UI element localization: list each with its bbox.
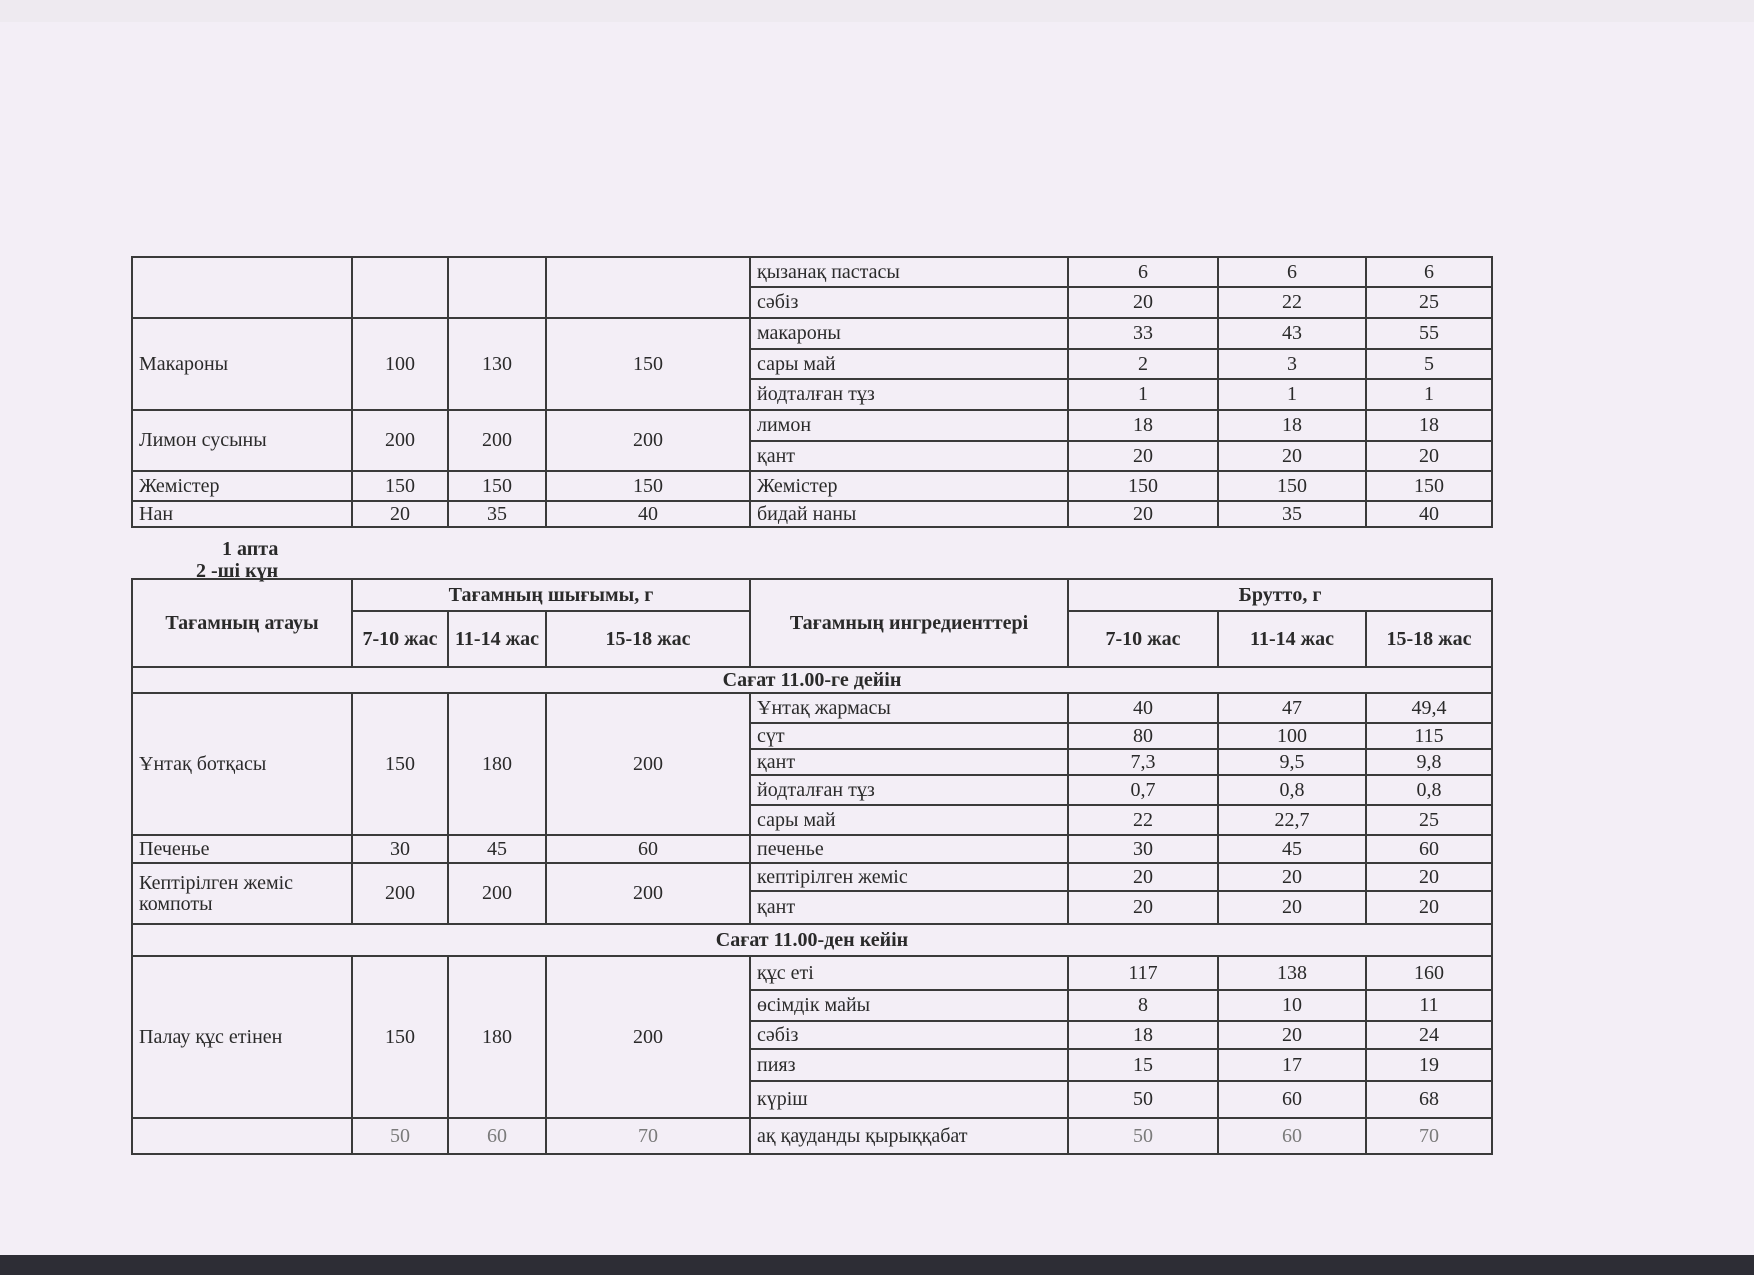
header-ingredients: Тағамның ингредиенттері (750, 579, 1068, 667)
brutto-cell: 150 (1218, 471, 1366, 501)
brutto-cell: 40 (1366, 501, 1492, 527)
scan-top-edge (0, 0, 1754, 22)
yield-cell: 50 (352, 1118, 448, 1154)
header-age-11-14: 11-14 жас (448, 611, 546, 667)
header-age-15-18: 15-18 жас (1366, 611, 1492, 667)
ingredient-cell: Жемістер (750, 471, 1068, 501)
brutto-cell: 18 (1366, 410, 1492, 441)
brutto-cell: 150 (1068, 471, 1218, 501)
brutto-cell: 0,8 (1366, 775, 1492, 805)
yield-cell: 200 (546, 863, 750, 924)
brutto-cell: 43 (1218, 318, 1366, 349)
brutto-cell: 68 (1366, 1081, 1492, 1118)
table-row (132, 501, 1492, 527)
yield-cell: 30 (352, 835, 448, 863)
brutto-cell: 6 (1068, 257, 1218, 287)
ingredient-cell: лимон (750, 410, 1068, 441)
yield-cell: 45 (448, 835, 546, 863)
yield-cell: 180 (448, 956, 546, 1118)
ingredient-cell: Ұнтақ жармасы (750, 693, 1068, 723)
ingredient-cell: қант (750, 441, 1068, 471)
yield-cell: 150 (352, 693, 448, 835)
brutto-cell: 20 (1068, 863, 1218, 891)
brutto-cell: 33 (1068, 318, 1218, 349)
table-row (132, 1118, 1492, 1154)
scan-bottom-edge (0, 1255, 1754, 1275)
brutto-cell: 18 (1068, 410, 1218, 441)
yield-cell: 60 (448, 1118, 546, 1154)
day-label: 2 -ші күн (196, 560, 279, 582)
ingredient-cell: күріш (750, 1081, 1068, 1118)
header-age-7-10: 7-10 жас (1068, 611, 1218, 667)
empty-cell (352, 257, 448, 318)
brutto-cell: 0,7 (1068, 775, 1218, 805)
brutto-cell: 20 (1068, 441, 1218, 471)
brutto-cell: 24 (1366, 1021, 1492, 1049)
header-yield: Тағамның шығымы, г (352, 579, 750, 611)
brutto-cell: 11 (1366, 990, 1492, 1021)
brutto-cell: 115 (1366, 723, 1492, 749)
yield-cell: 130 (448, 318, 546, 410)
brutto-cell: 20 (1218, 891, 1366, 924)
brutto-cell: 40 (1068, 693, 1218, 723)
brutto-cell: 20 (1218, 1021, 1366, 1049)
table-row (132, 835, 1492, 863)
yield-cell: 150 (546, 471, 750, 501)
brutto-cell: 9,8 (1366, 749, 1492, 775)
ingredient-cell: печенье (750, 835, 1068, 863)
dish-name-cell: Печенье (132, 835, 352, 863)
yield-cell: 40 (546, 501, 750, 527)
dish-name-cell: Ұнтақ ботқасы (132, 693, 352, 835)
yield-cell: 200 (352, 863, 448, 924)
brutto-cell: 55 (1366, 318, 1492, 349)
section-before-11: Сағат 11.00-ге дейін (132, 667, 1492, 693)
menu-table-day2 (131, 578, 1493, 1155)
yield-cell: 200 (448, 410, 546, 471)
yield-cell: 70 (546, 1118, 750, 1154)
ingredient-cell: сәбіз (750, 1021, 1068, 1049)
section-row (132, 924, 1492, 956)
brutto-cell: 2 (1068, 349, 1218, 379)
brutto-cell: 138 (1218, 956, 1366, 990)
header-age-11-14: 11-14 жас (1218, 611, 1366, 667)
ingredient-cell: макароны (750, 318, 1068, 349)
empty-cell (132, 257, 352, 318)
brutto-cell: 25 (1366, 805, 1492, 835)
ingredient-cell: кептірілген жеміс (750, 863, 1068, 891)
table-row (132, 863, 1492, 891)
header-age-7-10: 7-10 жас (352, 611, 448, 667)
empty-cell (448, 257, 546, 318)
empty-cell (546, 257, 750, 318)
brutto-cell: 50 (1068, 1118, 1218, 1154)
table-row (132, 471, 1492, 501)
table-row (132, 693, 1492, 723)
ingredient-cell: сәбіз (750, 287, 1068, 318)
ingredient-cell: қызанақ пастасы (750, 257, 1068, 287)
brutto-cell: 100 (1218, 723, 1366, 749)
dish-name-cell: Кептірілген жеміс компоты (132, 863, 352, 924)
ingredient-cell: сары май (750, 349, 1068, 379)
brutto-cell: 20 (1068, 287, 1218, 318)
brutto-cell: 10 (1218, 990, 1366, 1021)
menu-table-continued (131, 256, 1493, 528)
brutto-cell: 20 (1218, 863, 1366, 891)
yield-cell: 35 (448, 501, 546, 527)
brutto-cell: 1 (1218, 379, 1366, 410)
brutto-cell: 20 (1068, 501, 1218, 527)
ingredient-cell: қант (750, 749, 1068, 775)
yield-cell: 150 (546, 318, 750, 410)
brutto-cell: 70 (1366, 1118, 1492, 1154)
brutto-cell: 20 (1068, 891, 1218, 924)
dish-name-cell: Нан (132, 501, 352, 527)
brutto-cell: 117 (1068, 956, 1218, 990)
brutto-cell: 80 (1068, 723, 1218, 749)
section-row (132, 667, 1492, 693)
brutto-cell: 20 (1366, 441, 1492, 471)
ingredient-cell: бидай наны (750, 501, 1068, 527)
dish-name-cell: Палау құс етінен (132, 956, 352, 1118)
brutto-cell: 20 (1366, 891, 1492, 924)
brutto-cell: 0,8 (1218, 775, 1366, 805)
brutto-cell: 45 (1218, 835, 1366, 863)
table-row (132, 410, 1492, 441)
table-row (132, 956, 1492, 990)
brutto-cell: 1 (1366, 379, 1492, 410)
brutto-cell: 150 (1366, 471, 1492, 501)
ingredient-cell: өсімдік майы (750, 990, 1068, 1021)
brutto-cell: 50 (1068, 1081, 1218, 1118)
brutto-cell: 30 (1068, 835, 1218, 863)
yield-cell: 150 (352, 471, 448, 501)
yield-cell: 20 (352, 501, 448, 527)
brutto-cell: 6 (1218, 257, 1366, 287)
yield-cell: 200 (352, 410, 448, 471)
brutto-cell: 8 (1068, 990, 1218, 1021)
brutto-cell: 5 (1366, 349, 1492, 379)
yield-cell: 200 (546, 410, 750, 471)
brutto-cell: 3 (1218, 349, 1366, 379)
dish-name-cell: Лимон сусыны (132, 410, 352, 471)
brutto-cell: 22,7 (1218, 805, 1366, 835)
brutto-cell: 20 (1366, 863, 1492, 891)
header-dish-name: Тағамның атауы (132, 579, 352, 667)
dish-name-cell (132, 1118, 352, 1154)
brutto-cell: 35 (1218, 501, 1366, 527)
brutto-cell: 49,4 (1366, 693, 1492, 723)
yield-cell: 60 (546, 835, 750, 863)
ingredient-cell: йодталған тұз (750, 379, 1068, 410)
brutto-cell: 18 (1068, 1021, 1218, 1049)
header-brutto: Бруттo, г (1068, 579, 1492, 611)
header-row (132, 579, 1492, 611)
brutto-cell: 22 (1068, 805, 1218, 835)
week-label: 1 апта (222, 538, 279, 560)
brutto-cell: 160 (1366, 956, 1492, 990)
yield-cell: 200 (546, 956, 750, 1118)
ingredient-cell: йодталған тұз (750, 775, 1068, 805)
brutto-cell: 7,3 (1068, 749, 1218, 775)
brutto-cell: 60 (1366, 835, 1492, 863)
brutto-cell: 60 (1218, 1081, 1366, 1118)
table-row (132, 257, 1492, 287)
yield-cell: 150 (448, 471, 546, 501)
dish-name-cell: Макароны (132, 318, 352, 410)
brutto-cell: 47 (1218, 693, 1366, 723)
header-age-15-18: 15-18 жас (546, 611, 750, 667)
brutto-cell: 9,5 (1218, 749, 1366, 775)
yield-cell: 200 (448, 863, 546, 924)
ingredient-cell: сүт (750, 723, 1068, 749)
brutto-cell: 25 (1366, 287, 1492, 318)
ingredient-cell: қант (750, 891, 1068, 924)
brutto-cell: 15 (1068, 1049, 1218, 1081)
brutto-cell: 19 (1366, 1049, 1492, 1081)
section-after-11: Сағат 11.00-ден кейін (132, 924, 1492, 956)
yield-cell: 200 (546, 693, 750, 835)
brutto-cell: 20 (1218, 441, 1366, 471)
yield-cell: 150 (352, 956, 448, 1118)
brutto-cell: 22 (1218, 287, 1366, 318)
ingredient-cell: пияз (750, 1049, 1068, 1081)
brutto-cell: 6 (1366, 257, 1492, 287)
brutto-cell: 1 (1068, 379, 1218, 410)
ingredient-cell: сары май (750, 805, 1068, 835)
yield-cell: 100 (352, 318, 448, 410)
yield-cell: 180 (448, 693, 546, 835)
ingredient-cell: ақ қауданды қырыққабат (750, 1118, 1068, 1154)
table-row (132, 318, 1492, 349)
ingredient-cell: құс еті (750, 956, 1068, 990)
brutto-cell: 18 (1218, 410, 1366, 441)
brutto-cell: 60 (1218, 1118, 1366, 1154)
dish-name-cell: Жемістер (132, 471, 352, 501)
brutto-cell: 17 (1218, 1049, 1366, 1081)
